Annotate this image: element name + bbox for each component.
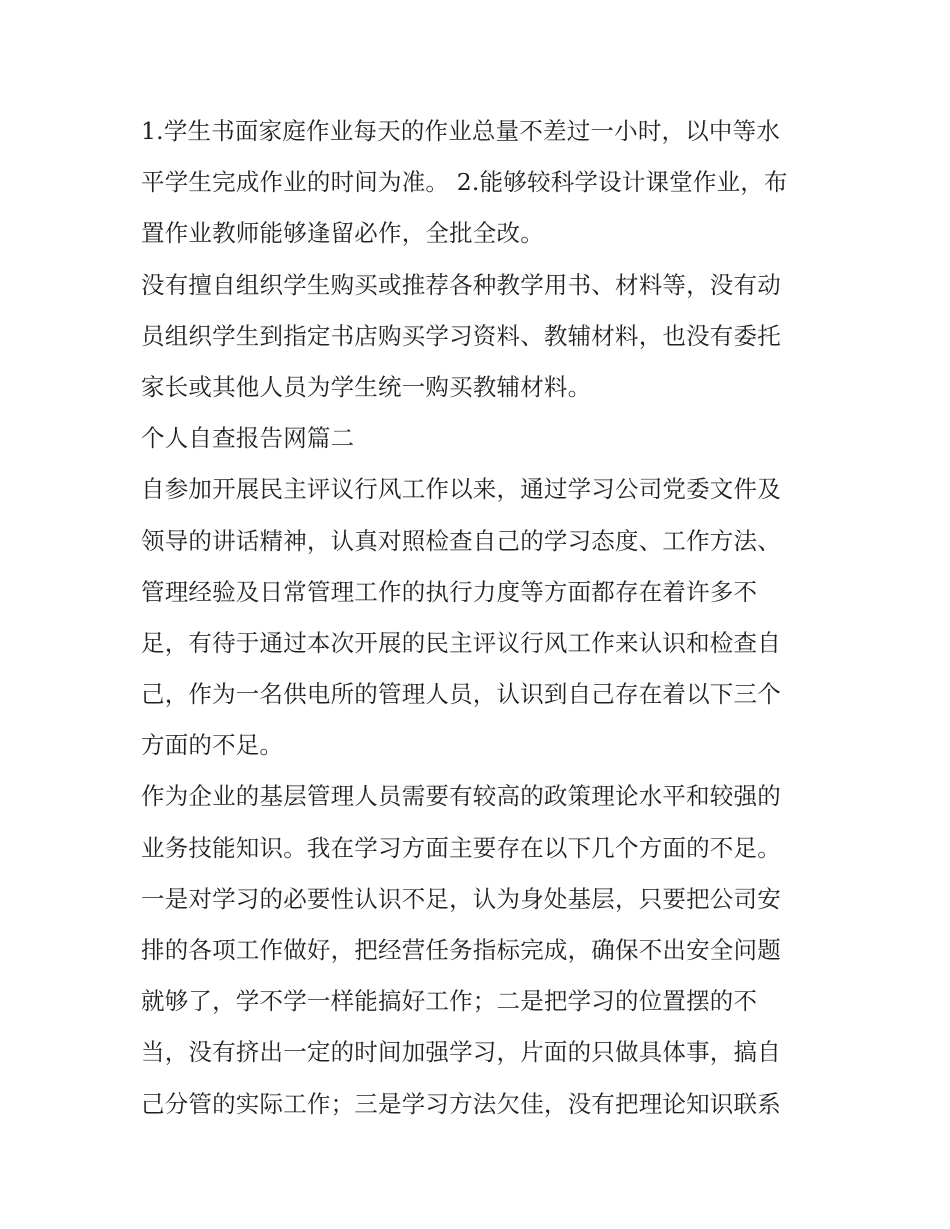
text-line-8: 自参加开展民主评议行风工作以来，通过学习公司党委文件及: [141, 475, 781, 504]
text-line-2: 平学生完成作业的时间为准。 2.能够较科学设计课堂作业，布: [141, 168, 788, 197]
text-line-9: 领导的讲话精神，认真对照检查自己的学习态度、工作方法、: [141, 526, 781, 555]
text-line-13: 方面的不足。: [141, 731, 284, 760]
text-line-15: 业务技能知识。我在学习方面主要存在以下几个方面的不足。: [141, 833, 781, 862]
text-line-10: 管理经验及日常管理工作的执行力度等方面都存在着许多不: [141, 577, 758, 606]
text-line-17: 排的各项工作做好，把经营任务指标完成，确保不出安全问题: [141, 936, 781, 964]
text-line-5: 员组织学生到指定书店购买学习资料、教辅材料，也没有委托: [141, 321, 781, 350]
text-line-11: 足，有待于通过本次开展的民主评议行风工作来认识和检查自: [141, 628, 781, 657]
text-line-3: 置作业教师能够逢留必作，全批全改。: [141, 219, 544, 248]
document-body: [141, 111, 821, 1135]
text-line-14: 作为企业的基层管理人员需要有较高的政策理论水平和较强的: [141, 782, 781, 811]
text-line-18: 就够了，学不学一样能搞好工作；二是把学习的位置摆的不: [141, 987, 758, 1016]
text-line-19: 当，没有挤出一定的时间加强学习，片面的只做具体事，搞自: [141, 1038, 781, 1067]
text-line-12: 己，作为一名供电所的管理人员，认识到自己存在着以下三个: [141, 680, 781, 709]
text-line-4: 没有擅自组织学生购买或推荐各种教学用书、材料等，没有动: [141, 270, 781, 299]
text-line-20: 己分管的实际工作；三是学习方法欠佳，没有把理论知识联系: [141, 1089, 781, 1118]
text-line-16: 一是对学习的必要性认识不足，认为身处基层，只要把公司安: [141, 884, 781, 913]
text-line-1: 1.学生书面家庭作业每天的作业总量不差过一小时，以中等水: [141, 117, 781, 145]
text-line-6: 家长或其他人员为学生统一购买教辅材料。: [141, 372, 592, 401]
section-heading: 个人自查报告网篇二: [141, 424, 355, 453]
